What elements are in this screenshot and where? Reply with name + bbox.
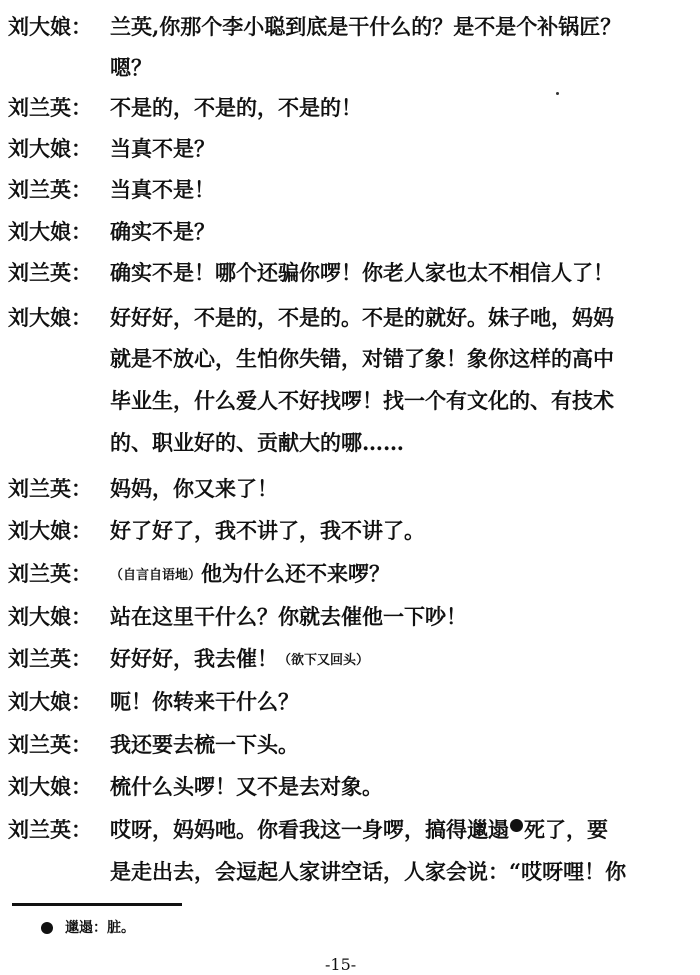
dialogue-line	[0, 387, 700, 415]
dialogue-text: 呃！你转来干什么？	[110, 689, 299, 714]
dialogue-line	[0, 816, 700, 844]
speaker-label: 刘大娘：	[8, 219, 92, 244]
dialogue-text: 的、职业好的、贡献大的哪……	[110, 430, 404, 455]
dialogue-text: 确实不是？	[110, 219, 215, 244]
speaker-label: 刘兰英：	[8, 646, 92, 671]
dialogue-text-main: 哎呀，妈妈吔。你看我这一身啰，搞得邋遢	[110, 817, 509, 842]
speaker-label: 刘兰英：	[8, 95, 92, 120]
dialogue-line	[0, 135, 700, 163]
footnote	[40, 918, 135, 938]
dialogue-line	[0, 94, 700, 122]
dialogue-line	[0, 773, 700, 801]
dialogue-line	[0, 475, 700, 503]
footnote-marker-icon	[41, 922, 53, 934]
dialogue-line	[0, 176, 700, 204]
speaker-label: 刘大娘：	[8, 136, 92, 161]
speaker-label: 刘大娘：	[8, 689, 92, 714]
dialogue-text	[110, 560, 390, 590]
dialogue-text: 好好好，不是的，不是的。不是的就好。妹子吔，妈妈	[110, 305, 614, 330]
dialogue-text: 当真不是？	[110, 136, 215, 161]
footnote-divider	[12, 903, 182, 906]
dialogue-text: 我还要去梳一下头。	[110, 732, 299, 757]
speaker-label: 刘兰英：	[8, 817, 92, 842]
speaker-label: 刘兰英：	[8, 260, 92, 285]
dialogue-text: 毕业生，什么爱人不好找啰！找一个有文化的、有技术	[110, 388, 614, 413]
speaker-label: 刘兰英：	[8, 561, 92, 586]
dialogue-line	[0, 259, 700, 287]
dialogue-text: 嗯？	[110, 55, 152, 80]
speaker-label: 刘兰英：	[8, 732, 92, 757]
dialogue-line	[0, 517, 700, 545]
footnote-marker-icon	[510, 819, 523, 832]
dialogue-line	[0, 13, 700, 41]
speaker-label: 刘大娘：	[8, 604, 92, 629]
stage-direction: （自言自语地）	[110, 568, 202, 583]
dialogue-text	[110, 816, 608, 844]
speaker-label: 刘大娘：	[8, 774, 92, 799]
dialogue-text: 是走出去，会逗起人家讲空话，人家会说：“哎呀哩！你	[110, 859, 627, 884]
dialogue-text: 当真不是！	[110, 177, 215, 202]
dialogue-text: 就是不放心，生怕你失错，对错了象！象你这样的高中	[110, 346, 614, 371]
dialogue-text-main: 好好好，我去催！	[110, 646, 278, 671]
dialogue-text-main: 他为什么还不来啰？	[201, 561, 391, 586]
dialogue-line	[0, 560, 700, 588]
speaker-label: 刘大娘：	[8, 14, 92, 39]
dialogue-text-after: 死了，要	[524, 817, 608, 842]
dialogue-text: 确实不是！哪个还骗你啰！你老人家也太不相信人了！	[110, 260, 614, 285]
footnote-text: 邋遢：脏。	[65, 920, 135, 936]
dialogue-line	[0, 304, 700, 332]
speaker-label: 刘大娘：	[8, 518, 92, 543]
dialogue-text: 妈妈，你又来了！	[110, 476, 278, 501]
dialogue-line	[0, 218, 700, 246]
dialogue-line	[0, 429, 700, 457]
dialogue-line	[0, 54, 700, 82]
dialogue-line	[0, 645, 700, 673]
page-number: -15-	[325, 955, 357, 974]
dialogue-text: 梳什么头啰！又不是去对象。	[110, 774, 383, 799]
speaker-label: 刘兰英：	[8, 476, 92, 501]
speaker-label: 刘兰英：	[8, 177, 92, 202]
dialogue-text: 好了好了，我不讲了，我不讲了。	[110, 518, 425, 543]
dialogue-text: 兰英,你那个李小聪到底是干什么的？是不是个补锅匠？	[110, 14, 622, 39]
dialogue-line	[0, 731, 700, 759]
dialogue-line	[0, 603, 700, 631]
dialogue-line	[0, 345, 700, 373]
dialogue-line	[0, 858, 700, 886]
dialogue-text	[110, 645, 369, 675]
stage-direction: （欲下又回头）	[278, 653, 370, 668]
dialogue-line	[0, 688, 700, 716]
dialogue-text: 不是的，不是的，不是的！	[110, 95, 362, 120]
speaker-label: 刘大娘：	[8, 305, 92, 330]
dialogue-text: 站在这里干什么？你就去催他一下吵！	[110, 604, 467, 629]
